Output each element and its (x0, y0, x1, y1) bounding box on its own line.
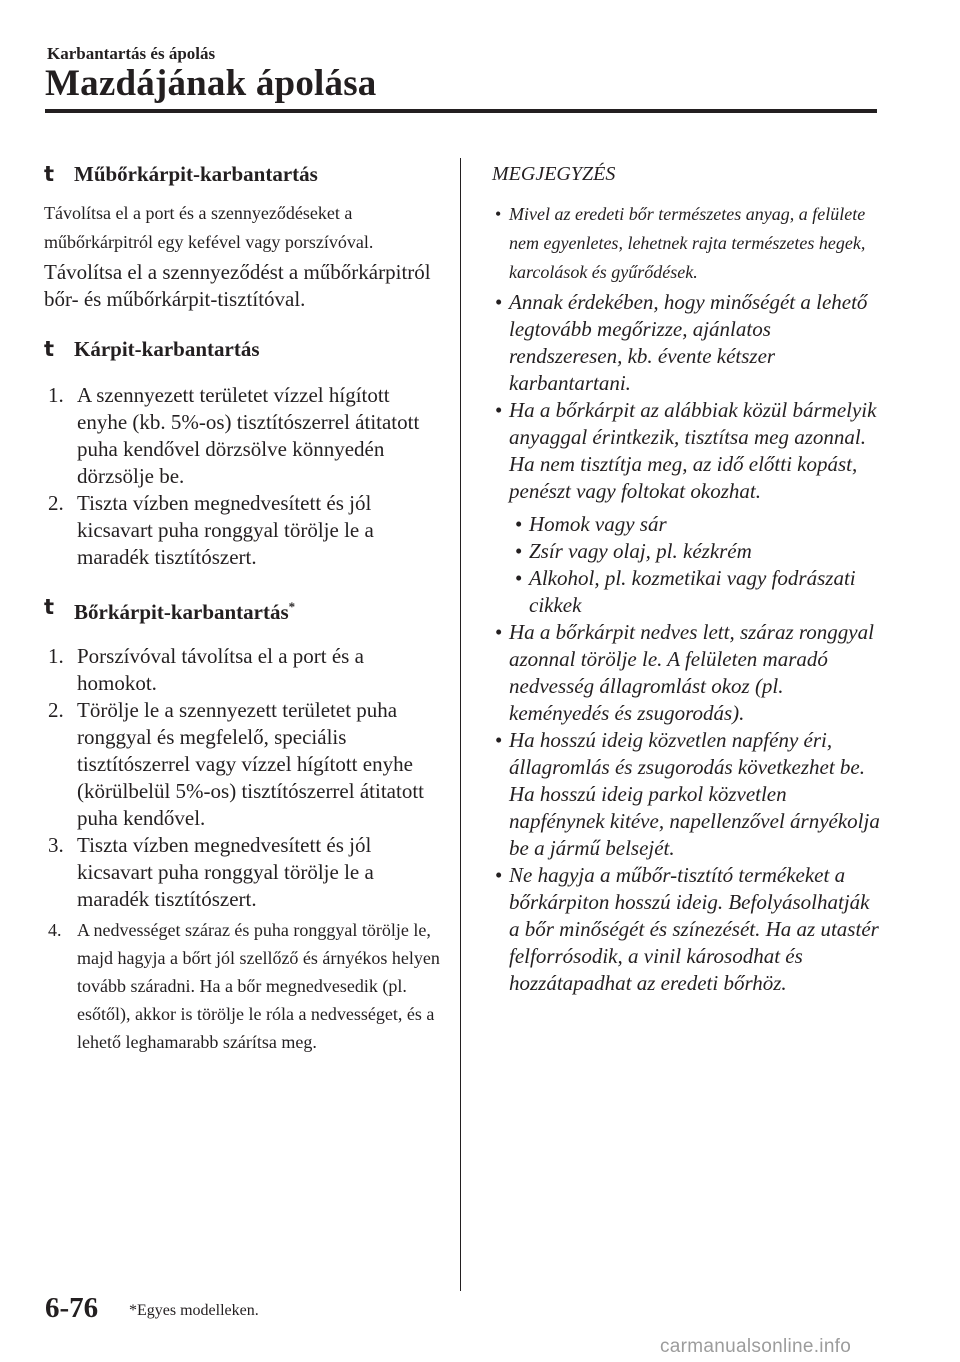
bullet-icon: • (495, 204, 502, 224)
note-text: Ha hosszú ideig közvetlen napfény éri, állagromlás és zsugorodás következhet be. Ha hosszú ideig parkol közvetlen napfénynek kitéve, napellenzővel árnyékolja be a jármű belsejét. (509, 728, 880, 860)
note-list (482, 200, 882, 997)
watermark: carmanualsonline.info (660, 1336, 852, 1357)
note-item (482, 727, 882, 862)
sub-text: Homok vagy sár (529, 512, 667, 536)
step-number: 1. (48, 644, 64, 668)
heading-text: Bőrkárpit-karbantartás (74, 600, 289, 624)
note-item (482, 619, 882, 727)
sub-text: Zsír vagy olaj, pl. kézkrém (529, 539, 752, 563)
bullet-icon: • (515, 512, 523, 536)
bullet-icon: • (495, 290, 503, 314)
sub-item (482, 511, 882, 538)
bullet-icon: • (515, 566, 523, 590)
step-number: 2. (48, 698, 64, 722)
heading-text: Kárpit-karbantartás (74, 337, 260, 361)
note-text: Ha a bőrkárpit nedves lett, száraz ronggyal azonnal törölje le. A felületen maradó nedvesség állagromlást okoz (pl. keményedés és zsugorodás). (509, 620, 874, 725)
sub-text: Alkohol, pl. kozmetikai vagy fodrászati cikkek (529, 566, 856, 617)
note-item (482, 289, 882, 397)
note-item (482, 200, 882, 287)
step-text: Tiszta vízben megnedvesített és jól kicsavart puha ronggyal törölje le a maradék tisztítószert. (77, 491, 374, 569)
leather-steps (44, 643, 444, 1056)
heading-marker-icon: t (44, 337, 55, 361)
step-text: A nedvességet száraz és puha ronggyal törölje le, majd hagyja a bőrt jól szellőző és árnyékos helyen tovább száradni. Ha a bőr megnedvesedik (pl. esőtől), akkor is törölje le róla a nedvességet, és a lehető leghamarabb szárítsa meg. (77, 920, 440, 1052)
bullet-icon: • (495, 398, 503, 422)
substance-list (482, 511, 882, 619)
list-item (44, 382, 444, 490)
left-column (44, 160, 444, 1056)
footnote: *Egyes modelleken. (129, 1302, 259, 1319)
list-item (44, 643, 444, 697)
note-item (482, 397, 882, 619)
heading-marker-icon: t (44, 595, 55, 619)
step-text: Porszívóval távolítsa el a port és a homokot. (77, 644, 364, 695)
list-item (44, 697, 444, 832)
step-text: Törölje le a szennyezett területet puha ronggyal és megfelelő, speciális tisztítószerrel vagy vízzel hígított enyhe (körülbelül 5%-os) tisztítószerrel átitatott puha kendővel. (77, 698, 424, 830)
page-number: 6-76 (45, 1292, 99, 1324)
step-number: 3. (48, 833, 64, 857)
paragraph-cleaner: Távolítsa el a szennyeződést a műbőrkárpitról bőr- és műbőrkárpit-tisztítóval. (44, 260, 431, 311)
section-heading-synthetic-leather (44, 160, 444, 188)
bullet-icon: • (495, 863, 503, 887)
step-number: 1. (48, 383, 64, 407)
right-column (482, 160, 882, 997)
note-text: Annak érdekében, hogy minőségét a lehető legtovább megőrizze, ajánlatos rendszeresen, kb. évente kétszer karbantartani. (509, 290, 868, 395)
heading-text: Műbőrkárpit-karbantartás (74, 162, 318, 186)
list-item (44, 490, 444, 571)
header-rule (45, 109, 877, 113)
list-item (44, 832, 444, 913)
note-text: Mivel az eredeti bőr természetes anyag, a felülete nem egyenletes, lehetnek rajta természetes hegek, karcolások és gyűrődések. (509, 204, 866, 282)
section-heading-upholstery (44, 335, 444, 363)
upholstery-steps (44, 382, 444, 571)
heading-marker-icon: t (44, 162, 55, 186)
note-text: Ne hagyja a műbőr-tisztító termékeket a bőrkárpiton hosszú ideig. Befolyásolhatják a bőr minőségét és színezését. Ha az utastér felforrósodik, a vinil károsodhat és hozzátapadhat az eredeti bőrhöz. (509, 863, 879, 995)
column-divider (460, 158, 461, 1291)
note-text: Ha a bőrkárpit az alábbiak közül bármelyik anyaggal érintkezik, tisztítsa meg azonnal. (509, 398, 877, 449)
section-label: Karbantartás és ápolás (47, 44, 216, 63)
bullet-icon: • (495, 728, 503, 752)
paragraph-dust-removal: Távolítsa el a port és a szennyeződéseket a műbőrkárpitról egy kefével vagy porszívóval. (44, 203, 374, 252)
footnote-mark: * (288, 599, 296, 614)
list-item (44, 916, 444, 1056)
step-text: A szennyezett területet vízzel hígított enyhe (kb. 5%-os) tisztítószerrel átitatott puha kendővel dörzsölve könnyedén dörzsölje be. (77, 383, 420, 488)
bullet-icon: • (495, 620, 503, 644)
note-title: MEGJEGYZÉS (492, 163, 616, 185)
sub-item (482, 565, 882, 619)
note-text-continued: Ha nem tisztítja meg, az idő előtti kopást, penészt vagy foltokat okozhat. (509, 452, 858, 503)
sub-item (482, 538, 882, 565)
step-number: 2. (48, 491, 64, 515)
bullet-icon: • (515, 539, 523, 563)
note-item (482, 862, 882, 997)
section-heading-leather (44, 593, 444, 626)
page-title: Mazdájának ápolása (45, 63, 377, 104)
step-text: Tiszta vízben megnedvesített és jól kicsavart puha ronggyal törölje le a maradék tisztítószert. (77, 833, 374, 911)
step-number: 4. (48, 920, 62, 940)
